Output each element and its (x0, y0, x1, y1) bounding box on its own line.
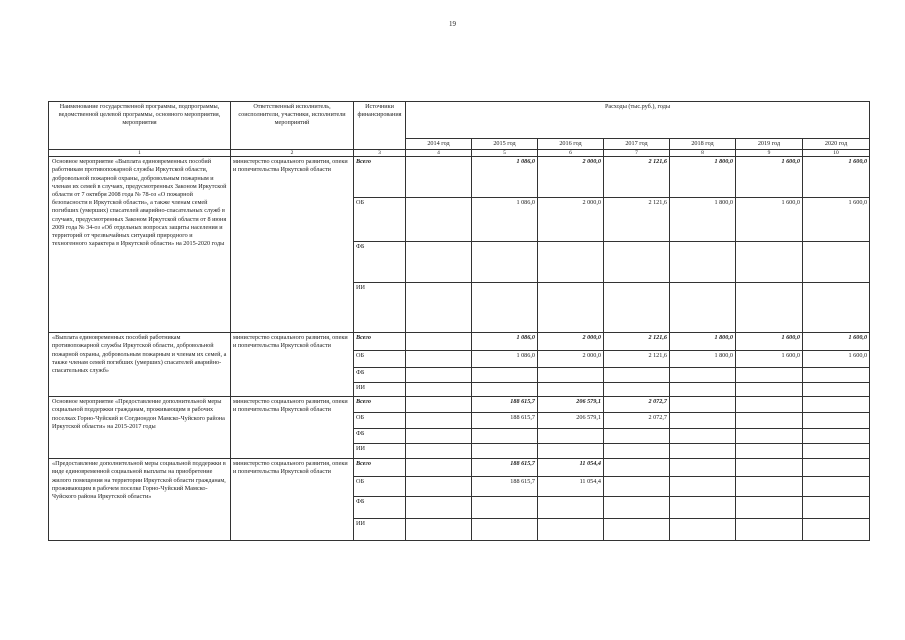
amount-cell (406, 333, 472, 351)
amount-cell (538, 242, 604, 283)
amount-cell: 1 600,0 (803, 198, 870, 242)
amount-cell (736, 444, 803, 459)
header-year: 2015 год (472, 139, 538, 150)
amount-cell: 2 072,7 (604, 413, 670, 429)
amount-cell: 2 000,0 (538, 351, 604, 368)
table-row (49, 397, 870, 413)
amount-cell: 2 121,6 (604, 333, 670, 351)
amount-cell (803, 397, 870, 413)
funding-source-cell: ФБ (354, 429, 406, 444)
amount-cell: 11 054,4 (538, 459, 604, 477)
amount-cell (803, 519, 870, 541)
table-row (49, 459, 870, 477)
amount-cell (406, 519, 472, 541)
amount-cell (406, 242, 472, 283)
amount-cell: 1 600,0 (803, 351, 870, 368)
header-year: 2019 год (736, 139, 803, 150)
amount-cell (670, 497, 736, 519)
amount-cell (604, 383, 670, 397)
amount-cell (736, 397, 803, 413)
activity-description: «Выплата единовременных пособий работникам противопожарной службы Иркутской области, добровольной пожарной охраны, добровольным пожарным и членам их семей, а также членам семей погибших (умерших) спасателей аварийно-спасательных служб» (49, 333, 231, 397)
column-number: 4 (406, 150, 472, 157)
amount-cell (670, 477, 736, 497)
amount-cell: 1 800,0 (670, 198, 736, 242)
activity-description: «Предоставление дополнительной меры социальной поддержки в виде единовременной социальной выплаты на приобретение жилого помещения на территории Иркутской области гражданам, проживающим в рабочем поселке Горно-Чуйский Мамско-Чуйского района Иркутской области» (49, 459, 231, 541)
amount-cell (604, 459, 670, 477)
amount-cell (670, 368, 736, 383)
amount-cell (538, 383, 604, 397)
funding-source-cell: ИИ (354, 283, 406, 333)
amount-cell: 1 600,0 (736, 351, 803, 368)
amount-cell (736, 283, 803, 333)
funding-source-cell: Всего (354, 333, 406, 351)
amount-cell (604, 368, 670, 383)
amount-cell (736, 477, 803, 497)
amount-cell: 11 054,4 (538, 477, 604, 497)
column-number: 5 (472, 150, 538, 157)
amount-cell (670, 383, 736, 397)
amount-cell (604, 242, 670, 283)
amount-cell (538, 497, 604, 519)
amount-cell (406, 444, 472, 459)
amount-cell (472, 497, 538, 519)
amount-cell (406, 497, 472, 519)
column-number: 3 (354, 150, 406, 157)
amount-cell: 206 579,1 (538, 397, 604, 413)
amount-cell: 1 086,0 (472, 198, 538, 242)
amount-cell (406, 283, 472, 333)
amount-cell (472, 429, 538, 444)
amount-cell (604, 477, 670, 497)
amount-cell: 2 000,0 (538, 157, 604, 198)
amount-cell: 206 579,1 (538, 413, 604, 429)
header-expenses: Расходы (тыс.руб.), годы (406, 102, 870, 139)
amount-cell (472, 383, 538, 397)
amount-cell: 2 000,0 (538, 198, 604, 242)
executor-cell: министерство социального развития, опеки и попечительства Иркутской области (231, 459, 354, 541)
amount-cell (406, 413, 472, 429)
amount-cell (736, 429, 803, 444)
amount-cell: 188 615,7 (472, 459, 538, 477)
amount-cell (472, 242, 538, 283)
amount-cell: 1 086,0 (472, 333, 538, 351)
amount-cell: 188 615,7 (472, 477, 538, 497)
amount-cell (803, 459, 870, 477)
amount-cell (670, 413, 736, 429)
activity-description: Основное мероприятие «Предоставление дополнительной меры социальной поддержки гражданам, проживающим в рабочих поселках Горно-Чуйский и Согдиондон Мамско-Чуйского района Иркутской области» на 2015-2017 годы (49, 397, 231, 459)
amount-cell (803, 444, 870, 459)
funding-source-cell: ФБ (354, 368, 406, 383)
amount-cell: 1 600,0 (803, 157, 870, 198)
amount-cell (604, 283, 670, 333)
amount-cell (406, 477, 472, 497)
funding-source-cell: Всего (354, 157, 406, 198)
amount-cell (538, 283, 604, 333)
column-number: 6 (538, 150, 604, 157)
funding-source-cell: ИИ (354, 444, 406, 459)
amount-cell (670, 283, 736, 333)
funding-source-cell: Всего (354, 397, 406, 413)
amount-cell (670, 519, 736, 541)
amount-cell (472, 283, 538, 333)
funding-source-cell: ИИ (354, 383, 406, 397)
amount-cell: 2 121,6 (604, 351, 670, 368)
table-row (49, 157, 870, 198)
amount-cell (803, 497, 870, 519)
funding-source-cell: ИИ (354, 519, 406, 541)
amount-cell: 1 800,0 (670, 157, 736, 198)
amount-cell (406, 351, 472, 368)
amount-cell (538, 368, 604, 383)
column-number: 9 (736, 150, 803, 157)
amount-cell (670, 397, 736, 413)
amount-cell: 1 086,0 (472, 351, 538, 368)
amount-cell (803, 383, 870, 397)
amount-cell (604, 497, 670, 519)
column-number: 1 (49, 150, 231, 157)
header-year: 2016 год (538, 139, 604, 150)
funding-source-cell: ОБ (354, 198, 406, 242)
amount-cell: 188 615,7 (472, 413, 538, 429)
budget-table (48, 101, 870, 541)
executor-cell: министерство социального развития, опеки и попечительства Иркутской области (231, 157, 354, 333)
amount-cell: 1 600,0 (803, 333, 870, 351)
amount-cell: 2 000,0 (538, 333, 604, 351)
funding-source-cell: ФБ (354, 497, 406, 519)
amount-cell: 2 121,6 (604, 157, 670, 198)
amount-cell: 2 072,7 (604, 397, 670, 413)
amount-cell (406, 198, 472, 242)
amount-cell (803, 429, 870, 444)
amount-cell: 1 600,0 (736, 198, 803, 242)
header-row-top (49, 102, 870, 139)
amount-cell (604, 444, 670, 459)
activity-description: Основное мероприятие «Выплата единовременных пособий работникам противопожарной службы Иркутской области, добровольной пожарной охраны, добровольным пожарным и членам их семей в случаях, предусмотренных Законом Иркутской области от 7 октября 2008 года № 78-оз «О пожарной безопасности в Иркутской области», а также членам семей погибших (умерших) спасателей аварийно-спасательных служб в случаях, предусмотренных Законом Иркутской области от 8 июня 2009 года № 34-оз «Об отдельных вопросах защиты населения и территорий от чрезвычайных ситуаций природного и техногенного характера в Иркутской области» на 2015-2020 годы (49, 157, 231, 333)
amount-cell: 188 615,7 (472, 397, 538, 413)
amount-cell (803, 242, 870, 283)
amount-cell (406, 429, 472, 444)
amount-cell (538, 444, 604, 459)
amount-cell (538, 519, 604, 541)
funding-source-cell: ОБ (354, 477, 406, 497)
amount-cell: 1 600,0 (736, 157, 803, 198)
amount-cell (406, 383, 472, 397)
amount-cell (736, 497, 803, 519)
amount-cell (406, 397, 472, 413)
amount-cell (736, 383, 803, 397)
column-number: 2 (231, 150, 354, 157)
amount-cell (670, 444, 736, 459)
amount-cell (604, 429, 670, 444)
amount-cell (736, 368, 803, 383)
amount-cell (406, 459, 472, 477)
amount-cell (670, 242, 736, 283)
header-year: 2018 год (670, 139, 736, 150)
amount-cell (406, 157, 472, 198)
header-year: 2020 год (803, 139, 870, 150)
amount-cell (670, 459, 736, 477)
amount-cell (803, 413, 870, 429)
amount-cell (803, 477, 870, 497)
amount-cell (736, 459, 803, 477)
page-number: 19 (449, 20, 456, 28)
header-year: 2014 год (406, 139, 472, 150)
amount-cell (604, 519, 670, 541)
amount-cell (736, 519, 803, 541)
amount-cell: 1 086,0 (472, 157, 538, 198)
column-number: 10 (803, 150, 870, 157)
header-funding-source: Источники финансирования (354, 102, 406, 150)
amount-cell (736, 413, 803, 429)
amount-cell (406, 368, 472, 383)
header-row-numbers (49, 150, 870, 157)
funding-source-cell: ОБ (354, 413, 406, 429)
amount-cell: 1 800,0 (670, 351, 736, 368)
amount-cell (472, 519, 538, 541)
amount-cell (803, 283, 870, 333)
amount-cell: 1 600,0 (736, 333, 803, 351)
funding-source-cell: ОБ (354, 351, 406, 368)
amount-cell: 1 800,0 (670, 333, 736, 351)
funding-source-cell: Всего (354, 459, 406, 477)
amount-cell (472, 368, 538, 383)
header-program-name: Наименование государственной программы, подпрограммы, ведомственной целевой программы, основного мероприятия, мероприятия (49, 102, 231, 150)
header-executor: Ответственный исполнитель, соисполнители, участники, исполнители мероприятий (231, 102, 354, 150)
table-row (49, 333, 870, 351)
funding-source-cell: ФБ (354, 242, 406, 283)
header-year: 2017 год (604, 139, 670, 150)
executor-cell: министерство социального развития, опеки и попечительства Иркутской области (231, 333, 354, 397)
amount-cell (736, 242, 803, 283)
amount-cell: 2 121,6 (604, 198, 670, 242)
amount-cell (803, 368, 870, 383)
amount-cell (670, 429, 736, 444)
column-number: 8 (670, 150, 736, 157)
amount-cell (538, 429, 604, 444)
amount-cell (472, 444, 538, 459)
column-number: 7 (604, 150, 670, 157)
executor-cell: министерство социального развития, опеки и попечительства Иркутской области (231, 397, 354, 459)
